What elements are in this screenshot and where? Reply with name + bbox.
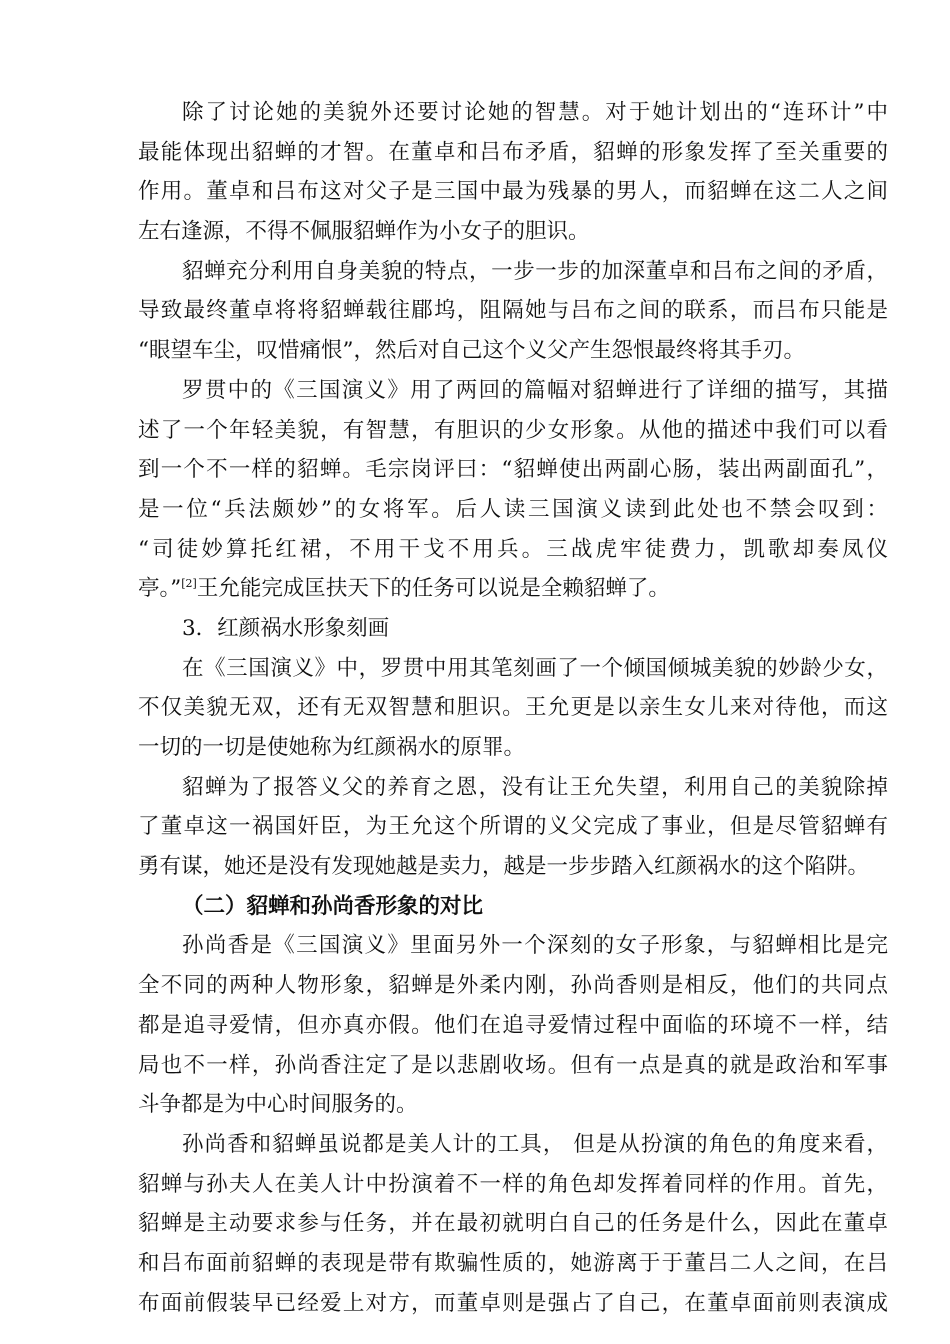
paragraph-line: 都是追寻爱情，但亦真亦假。他们在追寻爱情过程中面临的环境不一样，结 <box>138 1012 888 1038</box>
paragraph-line: 孙尚香是《三国演义》里面另外一个深刻的女子形象，与貂蝉相比是完 <box>182 933 888 959</box>
paragraph-line: 一切的一切是使她称为红颜祸水的原罪。 <box>138 735 526 760</box>
paragraph-line: 貂蝉充分利用自身美貌的特点，一步一步的加深董卓和吕布之间的矛盾， <box>182 258 888 284</box>
paragraph-line: 导致最终董卓将将貂蝉载往郿坞，阻隔她与吕布之间的联系，而吕布只能是 <box>138 298 888 324</box>
paragraph-line: 斗争都是为中心时间服务的。 <box>138 1092 418 1118</box>
paragraph-line: 最能体现出貂蝉的才智。在董卓和吕布矛盾，貂蝉的形象发挥了至关重要的 <box>138 139 888 165</box>
paragraph-line: 到一个不一样的貂蝉。毛宗岗评曰：“貂蝉使出两副心肠，装出两副面孔”， <box>138 457 888 483</box>
paragraph-line: 勇有谋，她还是没有发现她越是卖力，越是一步步踏入红颜祸水的这个陷阱。 <box>138 854 870 880</box>
paragraph-line <box>138 569 888 609</box>
paragraph-line: 不仅美貌无双，还有无双智慧和胆识。王允更是以亲生女儿来对待他，而这 <box>138 695 888 721</box>
paragraph-line: 貂蝉与孙夫人在美人计中扮演着不一样的角色却发挥着同样的作用。首先， <box>138 1171 888 1197</box>
paragraph-line: 貂蝉是主动要求参与任务，并在最初就明白自己的任务是什么，因此在董卓 <box>138 1211 888 1237</box>
paragraph-line: 布面前假装早已经爱上对方，而董卓则是强占了自己，在董卓面前则表演成 <box>138 1290 888 1316</box>
paragraph-line: 作用。董卓和吕布这对父子是三国中最为残暴的男人，而貂蝉在这二人之间 <box>138 179 888 205</box>
paragraph-line: 局也不一样，孙尚香注定了是以悲剧收场。但有一点是真的就是政治和军事 <box>138 1052 888 1078</box>
paragraph-line: “司徒妙算托红裙，不用干戈不用兵。三战虎牢徒费力，凯歌却奏凤仪 <box>138 536 888 562</box>
paragraph-line: 是一位“兵法颇妙”的女将军。后人读三国演义读到此处也不禁会叹到： <box>138 496 888 522</box>
paragraph-line: 了董卓这一祸国奸臣，为王允这个所谓的义父完成了事业，但是尽管貂蝉有 <box>138 814 888 840</box>
paragraph-line: “眼望车尘，叹惜痛恨”，然后对自己这个义父产生怨恨最终将其手刃。 <box>138 338 805 364</box>
paragraph-text: 王允能完成匡扶天下的任务可以说是全赖貂蝉了。 <box>196 576 670 602</box>
paragraph-line: 左右逢源，不得不佩服貂蝉作为小女子的胆识。 <box>138 219 590 245</box>
section-heading: （二）貂蝉和孙尚香形象的对比 <box>182 893 484 919</box>
subsection-heading: 3．红颜祸水形象刻画 <box>182 615 390 641</box>
reference-mark[interactable]: [2] <box>181 577 197 591</box>
paragraph-line: 和吕布面前貂蝉的表现是带有欺骗性质的，她游离于于董吕二人之间，在吕 <box>138 1250 888 1276</box>
paragraph-line: 孙尚香和貂蝉虽说都是美人计的工具， 但是从扮演的角色的角度来看， <box>182 1131 888 1157</box>
body-text <box>138 93 888 1323</box>
paragraph-line: 在《三国演义》中，罗贯中用其笔刻画了一个倾国倾城美貌的妙龄少女， <box>182 655 888 681</box>
paragraph-line: 貂蝉为了报答义父的养育之恩，没有让王允失望，利用自己的美貌除掉 <box>182 774 888 800</box>
paragraph-line: 全不同的两种人物形象，貂蝉是外柔内刚，孙尚香则是相反，他们的共同点 <box>138 973 888 999</box>
paragraph-line: 除了讨论她的美貌外还要讨论她的智慧。对于她计划出的“连环计”中 <box>182 100 888 125</box>
quote-end: 亭。” <box>138 576 182 602</box>
paragraph-line: 述了一个年轻美貌，有智慧，有胆识的少女形象。从他的描述中我们可以看 <box>138 417 888 443</box>
paragraph-line: 罗贯中的《三国演义》用了两回的篇幅对貂蝉进行了详细的描写，其描 <box>182 377 888 403</box>
